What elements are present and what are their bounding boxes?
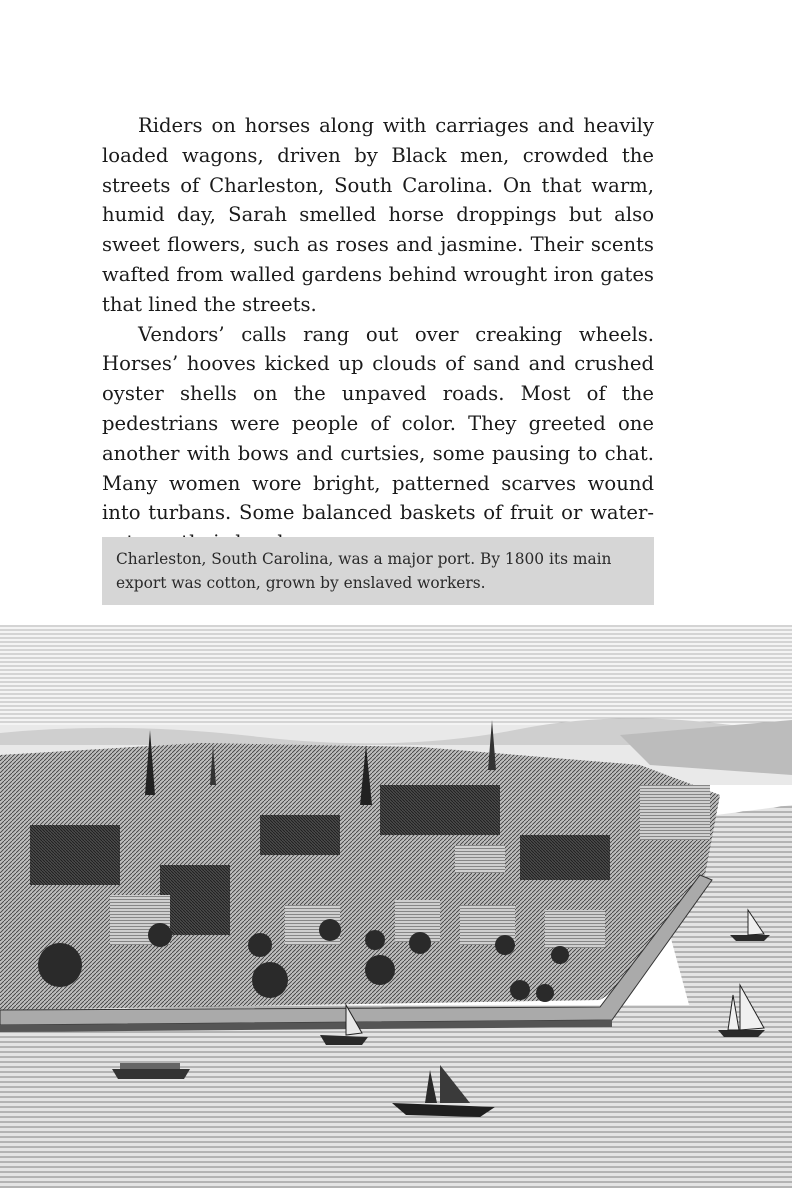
- caption-box: [102, 537, 654, 605]
- paragraph-1: Riders on horses along with carriages and heavily loaded wagons, driven by Black men, crowded the streets of Charleston, South Carolina. On that warm, humid day, Sarah smelled horse droppings but also sweet flowers, such as roses and jasmine. Their scents wafted from walled gardens behind wrought iron gates that lined the streets.: [102, 114, 654, 316]
- charleston-harbor-illustration: [0, 625, 792, 1188]
- engraving-illustration: [0, 625, 792, 1188]
- paragraph-2: Vendors’ calls rang out over creaking wheels. Horses’ hooves kicked up clouds of sand and crushed oyster shells on the unpaved roads. Most of the pedestrians were people of color. They greeted one another with bows and curtsies, some pausing to chat. Many women wore bright, patterned scarves wound into turbans. Some balanced baskets of fruit or water: [102, 322, 654, 525]
- caption-text: Charleston, South Carolina, was a major port. By 1800 its main export was cotton, grown by enslaved workers.: [116, 550, 612, 592]
- harbor-water: [0, 1005, 792, 1188]
- rowboat: [112, 1063, 190, 1079]
- body-text: [102, 111, 654, 558]
